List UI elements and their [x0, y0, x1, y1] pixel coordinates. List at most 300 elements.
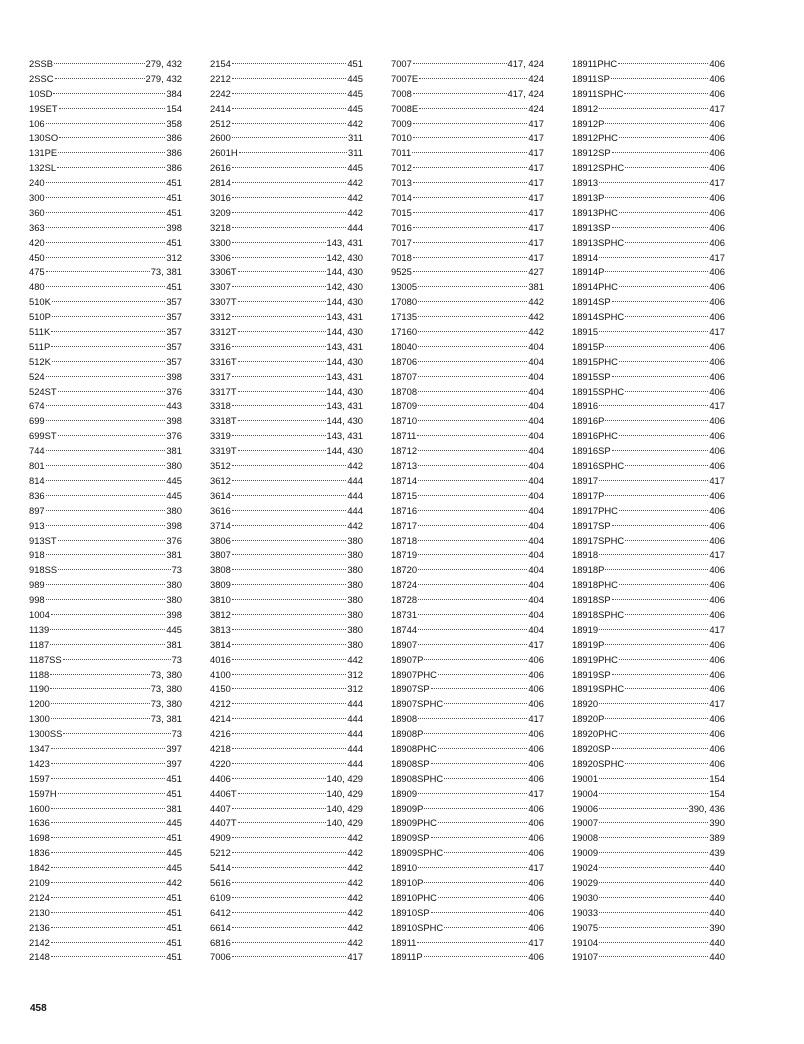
- dot-leader: [46, 242, 166, 243]
- entry-code: 19107: [572, 951, 599, 963]
- index-entry: [210, 459, 363, 474]
- entry-code: 18920P: [572, 713, 605, 725]
- entry-code: 130SO: [29, 132, 59, 144]
- entry-code: 2814: [210, 177, 231, 189]
- entry-pages: 451: [166, 891, 182, 903]
- entry-pages: 404: [528, 445, 544, 457]
- entry-code: 918: [29, 549, 45, 561]
- index-entry: [29, 816, 182, 831]
- dot-leader: [625, 614, 708, 615]
- dot-leader: [58, 435, 166, 436]
- entry-pages: 142, 430: [326, 281, 363, 293]
- entry-pages: 445: [166, 474, 182, 486]
- index-entry: [391, 280, 544, 295]
- index-entry: [29, 712, 182, 727]
- entry-pages: 440: [709, 891, 725, 903]
- dot-leader: [232, 808, 326, 809]
- dot-leader: [612, 450, 709, 451]
- entry-code: 18712: [391, 445, 418, 457]
- index-entry: [572, 72, 725, 87]
- dot-leader: [413, 137, 527, 138]
- entry-pages: 442: [347, 906, 363, 918]
- index-entry: [391, 236, 544, 251]
- dot-leader: [51, 912, 165, 913]
- index-entry: [29, 682, 182, 697]
- dot-leader: [46, 510, 166, 511]
- dot-leader: [418, 867, 527, 868]
- index-entry: [29, 638, 182, 653]
- entry-code: 836: [29, 489, 45, 501]
- entry-pages: 406: [709, 236, 725, 248]
- entry-code: 18909: [391, 787, 418, 799]
- entry-code: 18914: [572, 251, 599, 263]
- entry-code: 2109: [29, 876, 50, 888]
- dot-leader: [232, 346, 326, 347]
- entry-code: 3616: [210, 504, 231, 516]
- entry-pages: 417: [528, 936, 544, 948]
- index-entry: [391, 742, 544, 757]
- index-entry: [29, 831, 182, 846]
- index-entry: [391, 653, 544, 668]
- entry-code: 18914SPHC: [572, 311, 625, 323]
- dot-leader: [611, 78, 708, 79]
- entry-pages: 404: [528, 400, 544, 412]
- dot-leader: [612, 152, 709, 153]
- entry-pages: 406: [528, 757, 544, 769]
- entry-pages: 384: [166, 87, 182, 99]
- entry-code: 3312: [210, 311, 231, 323]
- index-entry: [391, 921, 544, 936]
- dot-leader: [46, 182, 166, 183]
- entry-pages: 406: [709, 192, 725, 204]
- dot-leader: [605, 495, 708, 496]
- index-entry: [210, 950, 363, 965]
- entry-pages: 406: [709, 132, 725, 144]
- dot-leader: [51, 822, 165, 823]
- entry-pages: 73, 380: [150, 698, 182, 710]
- entry-pages: 143, 431: [326, 236, 363, 248]
- dot-leader: [238, 331, 326, 332]
- index-entry: [210, 593, 363, 608]
- entry-pages: 380: [166, 504, 182, 516]
- entry-pages: 381: [166, 638, 182, 650]
- index-entry: [391, 265, 544, 280]
- entry-code: 18910PHC: [391, 891, 437, 903]
- dot-leader: [232, 242, 326, 243]
- entry-pages: 417, 424: [507, 58, 544, 69]
- entry-code: 4218: [210, 742, 231, 754]
- dot-leader: [413, 167, 527, 168]
- index-entry: [210, 444, 363, 459]
- index-entry: [572, 608, 725, 623]
- entry-pages: 442: [347, 921, 363, 933]
- entry-code: 19104: [572, 936, 599, 948]
- dot-leader: [58, 152, 165, 153]
- dot-leader: [52, 301, 165, 302]
- dot-leader: [625, 242, 708, 243]
- entry-code: 18713: [391, 460, 418, 472]
- index-entry: [572, 727, 725, 742]
- entry-pages: 442: [347, 936, 363, 948]
- entry-code: 18915PHC: [572, 355, 618, 367]
- entry-code: 7013: [391, 177, 412, 189]
- index-entry: [572, 206, 725, 221]
- entry-pages: 417: [709, 177, 725, 189]
- dot-leader: [418, 510, 527, 511]
- entry-pages: 386: [166, 132, 182, 144]
- entry-pages: 73: [171, 564, 182, 576]
- entry-code: 897: [29, 504, 45, 516]
- entry-pages: 406: [709, 638, 725, 650]
- entry-code: 7007: [391, 58, 412, 69]
- entry-pages: 397: [166, 742, 182, 754]
- entry-code: 3814: [210, 638, 231, 650]
- index-entry: [391, 548, 544, 563]
- index-entry: [391, 802, 544, 817]
- index-entry: [572, 370, 725, 385]
- entry-code: 18917SP: [572, 519, 611, 531]
- index-entry: [210, 325, 363, 340]
- entry-code: 19075: [572, 921, 599, 933]
- entry-pages: 444: [347, 728, 363, 740]
- entry-code: 5212: [210, 847, 231, 859]
- dot-leader: [46, 420, 166, 421]
- entry-pages: 417: [528, 206, 544, 218]
- entry-code: 18917P: [572, 489, 605, 501]
- entry-code: 18919PHC: [572, 653, 618, 665]
- dot-leader: [424, 733, 527, 734]
- entry-pages: 439: [709, 847, 725, 859]
- dot-leader: [599, 182, 708, 183]
- dot-leader: [238, 822, 326, 823]
- index-entry: [210, 295, 363, 310]
- dot-leader: [413, 197, 527, 198]
- entry-code: 18908SPHC: [391, 772, 444, 784]
- dot-leader: [51, 703, 150, 704]
- index-column: [391, 57, 544, 965]
- entry-code: 18907SPHC: [391, 698, 444, 710]
- entry-pages: 390: [709, 817, 725, 829]
- entry-pages: 140, 429: [326, 817, 363, 829]
- index-columns: [29, 57, 725, 965]
- index-entry: [391, 459, 544, 474]
- dot-leader: [238, 271, 326, 272]
- dot-leader: [232, 778, 326, 779]
- entry-code: 18907P: [391, 653, 424, 665]
- entry-code: 19004: [572, 787, 599, 799]
- dot-leader: [619, 435, 708, 436]
- dot-leader: [232, 405, 326, 406]
- entry-code: 4214: [210, 713, 231, 725]
- dot-leader: [599, 554, 708, 555]
- entry-pages: 312: [347, 668, 363, 680]
- entry-code: 3319: [210, 430, 231, 442]
- dot-leader: [51, 897, 165, 898]
- entry-code: 7009: [391, 117, 412, 129]
- dot-leader: [232, 644, 346, 645]
- index-column: [29, 57, 182, 965]
- index-entry: [391, 876, 544, 891]
- dot-leader: [46, 554, 166, 555]
- index-entry: [210, 623, 363, 638]
- entry-pages: 376: [166, 385, 182, 397]
- dot-leader: [46, 271, 150, 272]
- index-entry: [391, 429, 544, 444]
- entry-code: 3318T: [210, 415, 237, 427]
- dot-leader: [599, 257, 708, 258]
- entry-code: 3016: [210, 192, 231, 204]
- entry-pages: 406: [528, 728, 544, 740]
- dot-leader: [51, 882, 165, 883]
- entry-code: 2142: [29, 936, 50, 948]
- entry-code: 1842: [29, 862, 50, 874]
- index-entry: [210, 87, 363, 102]
- index-entry: [572, 489, 725, 504]
- dot-leader: [599, 808, 687, 809]
- entry-code: 18911P: [391, 951, 423, 963]
- dot-leader: [418, 301, 527, 302]
- entry-pages: 143, 431: [326, 400, 363, 412]
- entry-code: 3318: [210, 400, 231, 412]
- entry-pages: 381: [166, 802, 182, 814]
- entry-code: 240: [29, 177, 45, 189]
- index-entry: [210, 727, 363, 742]
- index-entry: [391, 534, 544, 549]
- entry-pages: 442: [347, 862, 363, 874]
- entry-code: 18920: [572, 698, 599, 710]
- index-entry: [210, 265, 363, 280]
- index-entry: [391, 563, 544, 578]
- entry-code: 1300SS: [29, 728, 63, 740]
- index-entry: [29, 265, 182, 280]
- index-entry: [391, 340, 544, 355]
- index-entry: [29, 280, 182, 295]
- dot-leader: [619, 659, 708, 660]
- dot-leader: [413, 123, 527, 124]
- index-entry: [572, 474, 725, 489]
- entry-pages: 445: [347, 72, 363, 84]
- dot-leader: [605, 123, 708, 124]
- dot-leader: [619, 137, 708, 138]
- entry-code: 19006: [572, 802, 599, 814]
- index-entry: [572, 623, 725, 638]
- dot-leader: [599, 897, 708, 898]
- entry-code: 744: [29, 445, 45, 457]
- index-entry: [210, 206, 363, 221]
- index-entry: [29, 802, 182, 817]
- entry-code: 3316: [210, 340, 231, 352]
- dot-leader: [232, 510, 346, 511]
- dot-leader: [55, 78, 145, 79]
- dot-leader: [413, 63, 507, 64]
- dot-leader: [58, 391, 166, 392]
- index-entry: [29, 608, 182, 623]
- entry-code: 3812: [210, 608, 231, 620]
- entry-pages: 404: [528, 549, 544, 561]
- index-entry: [210, 102, 363, 117]
- dot-leader: [612, 301, 709, 302]
- entry-pages: 451: [166, 921, 182, 933]
- entry-code: 18915SPHC: [572, 385, 625, 397]
- entry-pages: 380: [347, 564, 363, 576]
- index-entry: [29, 325, 182, 340]
- entry-pages: 417: [709, 326, 725, 338]
- dot-leader: [238, 301, 326, 302]
- entry-code: 2414: [210, 102, 231, 114]
- entry-pages: 406: [709, 504, 725, 516]
- entry-pages: 404: [528, 385, 544, 397]
- index-entry: [29, 429, 182, 444]
- dot-leader: [599, 703, 708, 704]
- entry-code: 699ST: [29, 430, 57, 442]
- dot-leader: [232, 748, 346, 749]
- dot-leader: [605, 346, 708, 347]
- entry-code: 18709: [391, 400, 418, 412]
- entry-code: 1200: [29, 698, 50, 710]
- entry-code: 18908P: [391, 728, 424, 740]
- index-entry: [391, 787, 544, 802]
- dot-leader: [418, 525, 527, 526]
- dot-leader: [232, 123, 346, 124]
- dot-leader: [232, 286, 326, 287]
- index-entry: [29, 519, 182, 534]
- index-entry: [572, 176, 725, 191]
- dot-leader: [46, 212, 166, 213]
- entry-pages: 404: [528, 340, 544, 352]
- dot-leader: [431, 837, 528, 838]
- index-entry: [29, 921, 182, 936]
- index-entry: [210, 355, 363, 370]
- entry-pages: 406: [709, 311, 725, 323]
- dot-leader: [413, 182, 527, 183]
- index-entry: [210, 221, 363, 236]
- entry-code: 18911SPHC: [572, 87, 624, 99]
- entry-pages: 427: [528, 266, 544, 278]
- entry-pages: 404: [528, 370, 544, 382]
- dot-leader: [232, 718, 346, 719]
- dot-leader: [232, 93, 346, 94]
- entry-code: 1188: [29, 668, 50, 680]
- dot-leader: [232, 882, 346, 883]
- entry-pages: 406: [528, 876, 544, 888]
- index-entry: [210, 280, 363, 295]
- entry-code: 510K: [29, 296, 51, 308]
- dot-leader: [46, 197, 166, 198]
- index-entry: [572, 414, 725, 429]
- entry-pages: 406: [528, 698, 544, 710]
- entry-pages: 442: [347, 832, 363, 844]
- dot-leader: [417, 942, 527, 943]
- entry-pages: 451: [347, 58, 363, 69]
- dot-leader: [418, 346, 527, 347]
- dot-leader: [418, 614, 527, 615]
- index-entry: [210, 742, 363, 757]
- index-entry: [572, 653, 725, 668]
- index-column: [572, 57, 725, 965]
- dot-leader: [232, 63, 346, 64]
- entry-code: 132SL: [29, 162, 57, 174]
- entry-pages: 381: [528, 281, 544, 293]
- entry-pages: 404: [528, 504, 544, 516]
- entry-code: 524: [29, 370, 45, 382]
- dot-leader: [238, 391, 326, 392]
- dot-leader: [625, 763, 708, 764]
- index-entry: [210, 310, 363, 325]
- entry-pages: 440: [709, 862, 725, 874]
- index-entry: [391, 593, 544, 608]
- entry-pages: 445: [166, 489, 182, 501]
- entry-pages: 73, 380: [150, 683, 182, 695]
- dot-leader: [419, 108, 527, 109]
- index-entry: [29, 161, 182, 176]
- entry-code: 3806: [210, 534, 231, 546]
- entry-pages: 404: [528, 519, 544, 531]
- dot-leader: [625, 688, 708, 689]
- index-entry: [210, 802, 363, 817]
- entry-pages: 406: [709, 594, 725, 606]
- entry-pages: 406: [709, 385, 725, 397]
- index-entry: [572, 57, 725, 72]
- entry-pages: 445: [347, 162, 363, 174]
- entry-pages: 406: [709, 370, 725, 382]
- index-entry: [210, 117, 363, 132]
- dot-leader: [619, 733, 708, 734]
- dot-leader: [232, 167, 346, 168]
- entry-code: 1836: [29, 847, 50, 859]
- index-entry: [391, 623, 544, 638]
- index-entry: [572, 638, 725, 653]
- dot-leader: [424, 808, 527, 809]
- dot-leader: [238, 420, 326, 421]
- entry-pages: 417: [528, 236, 544, 248]
- index-entry: [29, 444, 182, 459]
- entry-code: 3614: [210, 489, 231, 501]
- dot-leader: [625, 167, 708, 168]
- index-entry: [29, 861, 182, 876]
- entry-code: 7012: [391, 162, 412, 174]
- dot-leader: [418, 450, 527, 451]
- dot-leader: [444, 927, 527, 928]
- entry-code: 17135: [391, 311, 418, 323]
- dot-leader: [619, 212, 708, 213]
- entry-pages: 404: [528, 594, 544, 606]
- entry-code: 3209: [210, 206, 231, 218]
- index-entry: [210, 846, 363, 861]
- dot-leader: [605, 271, 708, 272]
- entry-pages: 424: [528, 102, 544, 114]
- dot-leader: [599, 480, 708, 481]
- entry-code: 3312T: [210, 326, 237, 338]
- dot-leader: [418, 495, 527, 496]
- entry-code: 524ST: [29, 385, 57, 397]
- entry-pages: 154: [709, 787, 725, 799]
- dot-leader: [46, 123, 166, 124]
- index-entry: [572, 131, 725, 146]
- index-entry: [210, 385, 363, 400]
- index-entry: [572, 444, 725, 459]
- entry-pages: 380: [166, 460, 182, 472]
- entry-pages: 417: [709, 623, 725, 635]
- index-entry: [572, 816, 725, 831]
- entry-pages: 443: [166, 400, 182, 412]
- index-entry: [210, 161, 363, 176]
- entry-pages: 406: [709, 415, 725, 427]
- dot-leader: [46, 376, 166, 377]
- index-entry: [210, 936, 363, 951]
- index-entry: [29, 459, 182, 474]
- index-entry: [29, 117, 182, 132]
- entry-pages: 406: [528, 817, 544, 829]
